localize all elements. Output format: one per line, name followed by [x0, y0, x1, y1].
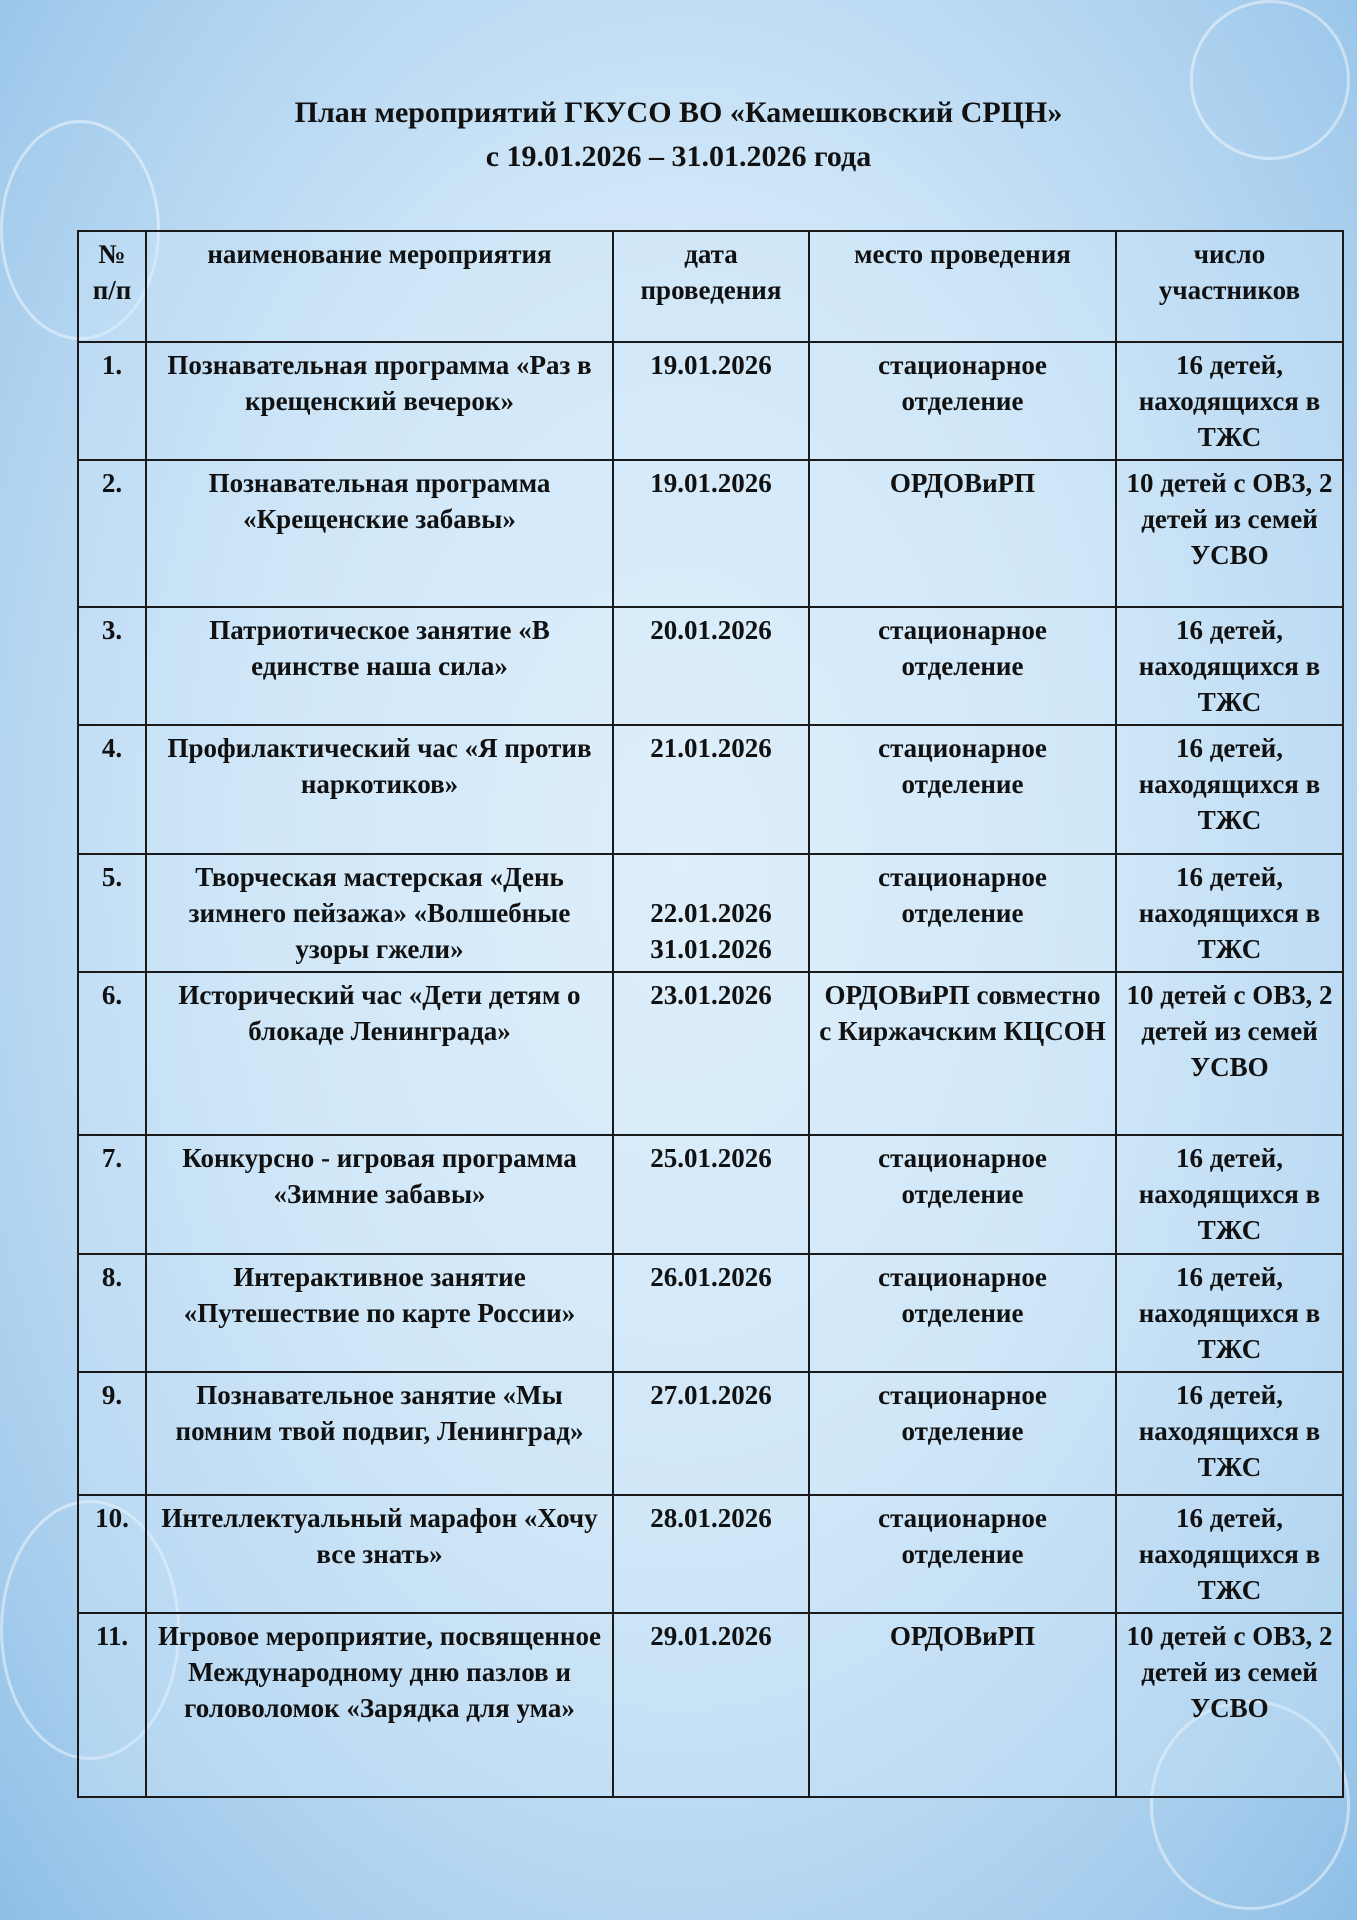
table-body [78, 342, 1343, 1797]
page-title: План мероприятий ГКУСО ВО «Камешковский СРЦН» [294, 96, 1063, 129]
event-date: 27.01.2026 [613, 1372, 809, 1495]
event-name: Познавательное занятие «Мы помним твой подвиг, Ленинград» [146, 1372, 613, 1495]
page-subtitle: с 19.01.2026 – 31.01.2026 года [485, 140, 872, 173]
event-place: стационарное отделение [809, 1495, 1116, 1613]
table-row [78, 607, 1343, 725]
event-participants: 16 детей, находящихся в ТЖС [1116, 1254, 1343, 1372]
event-participants: 16 детей, находящихся в ТЖС [1116, 607, 1343, 725]
event-participants: 16 детей, находящихся в ТЖС [1116, 1372, 1343, 1495]
event-place: стационарное отделение [809, 1372, 1116, 1495]
table-row [78, 725, 1343, 854]
event-place: ОРДОВиРП [809, 1613, 1116, 1797]
event-place: ОРДОВиРП [809, 460, 1116, 607]
event-participants: 16 детей, находящихся в ТЖС [1116, 1495, 1343, 1613]
event-date: 21.01.2026 [613, 725, 809, 854]
event-date: 29.01.2026 [613, 1613, 809, 1797]
row-number: 3. [78, 607, 146, 725]
event-name: Познавательная программа «Крещенские забавы» [146, 460, 613, 607]
row-number: 11. [78, 1613, 146, 1797]
row-number: 4. [78, 725, 146, 854]
event-name: Исторический час «Дети детям о блокаде Ленинграда» [146, 972, 613, 1135]
event-place: стационарное отделение [809, 854, 1116, 972]
table-row [78, 1613, 1343, 1797]
event-name: Профилактический час «Я против наркотиков» [146, 725, 613, 854]
table-row [78, 1372, 1343, 1495]
event-date: 22.01.2026 31.01.2026 [613, 854, 809, 972]
event-name: Интерактивное занятие «Путешествие по карте России» [146, 1254, 613, 1372]
event-date: 28.01.2026 [613, 1495, 809, 1613]
event-participants: 16 детей, находящихся в ТЖС [1116, 342, 1343, 460]
event-date: 23.01.2026 [613, 972, 809, 1135]
event-name: Творческая мастерская «День зимнего пейзажа» «Волшебные узоры гжели» [146, 854, 613, 972]
row-number: 10. [78, 1495, 146, 1613]
event-participants: 10 детей с ОВЗ, 2 детей из семей УСВО [1116, 1613, 1343, 1797]
event-date: 19.01.2026 [613, 342, 809, 460]
event-name: Конкурсно - игровая программа «Зимние забавы» [146, 1135, 613, 1254]
event-participants: 10 детей с ОВЗ, 2 детей из семей УСВО [1116, 972, 1343, 1135]
row-number: 9. [78, 1372, 146, 1495]
header-date: дата проведения [613, 231, 809, 342]
row-number: 1. [78, 342, 146, 460]
event-participants: 10 детей с ОВЗ, 2 детей из семей УСВО [1116, 460, 1343, 607]
row-number: 7. [78, 1135, 146, 1254]
table-header-row [78, 231, 1343, 342]
event-participants: 16 детей, находящихся в ТЖС [1116, 854, 1343, 972]
table-row [78, 460, 1343, 607]
event-place: стационарное отделение [809, 1135, 1116, 1254]
event-place: стационарное отделение [809, 725, 1116, 854]
event-name: Патриотическое занятие «В единстве наша сила» [146, 607, 613, 725]
event-place: стационарное отделение [809, 1254, 1116, 1372]
event-name: Интеллектуальный марафон «Хочу все знать» [146, 1495, 613, 1613]
table-row [78, 1254, 1343, 1372]
event-participants: 16 детей, находящихся в ТЖС [1116, 725, 1343, 854]
table-row [78, 1495, 1343, 1613]
event-place: стационарное отделение [809, 607, 1116, 725]
events-table [77, 230, 1344, 1798]
event-name: Игровое мероприятие, посвященное Международному дню пазлов и головоломок «Зарядка для ума» [146, 1613, 613, 1797]
header-name: наименование мероприятия [146, 231, 613, 342]
event-name: Познавательная программа «Раз в крещенский вечерок» [146, 342, 613, 460]
table-row [78, 854, 1343, 972]
row-number: 6. [78, 972, 146, 1135]
row-number: 8. [78, 1254, 146, 1372]
event-place: стационарное отделение [809, 342, 1116, 460]
header-participants: число участников [1116, 231, 1343, 342]
header-place: место проведения [809, 231, 1116, 342]
snowflake-decoration [1190, 0, 1350, 160]
event-participants: 16 детей, находящихся в ТЖС [1116, 1135, 1343, 1254]
event-date: 20.01.2026 [613, 607, 809, 725]
row-number: 2. [78, 460, 146, 607]
event-date: 25.01.2026 [613, 1135, 809, 1254]
row-number: 5. [78, 854, 146, 972]
event-date: 26.01.2026 [613, 1254, 809, 1372]
event-place: ОРДОВиРП совместно с Киржачским КЦСОН [809, 972, 1116, 1135]
header-number: № п/п [78, 231, 146, 342]
table-row [78, 1135, 1343, 1254]
table-row [78, 342, 1343, 460]
event-date: 19.01.2026 [613, 460, 809, 607]
table-row [78, 972, 1343, 1135]
